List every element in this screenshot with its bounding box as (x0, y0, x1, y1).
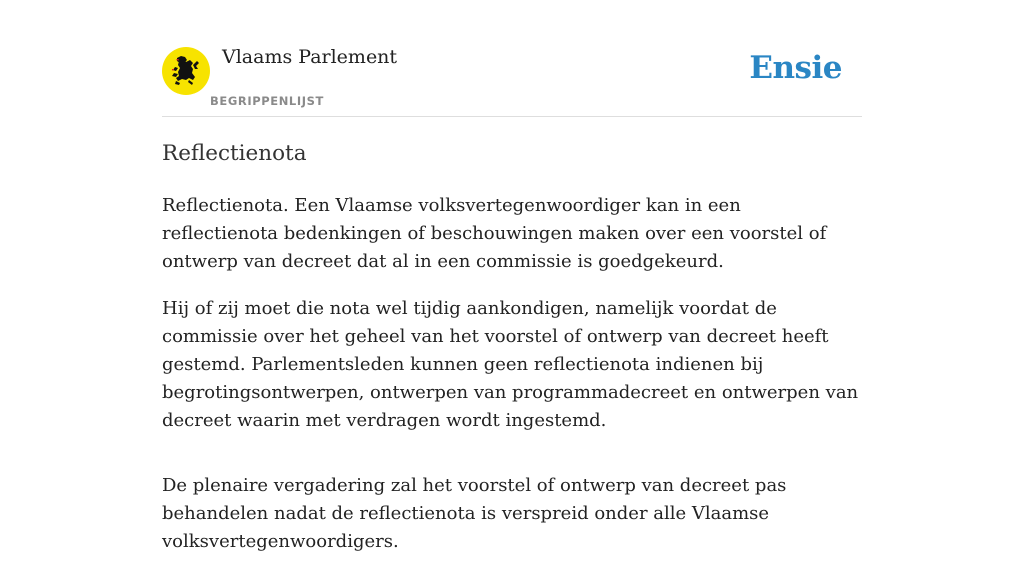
flemish-lion-icon[interactable] (162, 47, 210, 95)
paragraph: Hij of zij moet die nota wel tijdig aankondigen, namelijk voordat de commissie over het geheel van het voorstel of ontwerp van decreet heeft gestemd. Parlementsleden kunnen geen reflectienota indienen bij begrotingsontwerpen, ontwerpen van programmadecreet en ontwerpen van decreet waarin met verdragen wordt ingestemd. (162, 298, 859, 431)
spacer (162, 454, 862, 472)
section-label[interactable]: BEGRIPPENLIJST (210, 94, 324, 108)
lion-emblem (162, 47, 210, 95)
paragraph: Reflectienota. Een Vlaamse volksvertegenwoordiger kan in een reflectienota bedenkingen of beschouwingen maken over een voorstel of ontwerp van decreet dat al in een commissie is goedgekeurd. (162, 195, 827, 272)
term-title: Reflectienota (162, 141, 307, 166)
paragraph: De plenaire vergadering zal het voorstel of ontwerp van decreet pas behandelen nadat de reflectienota is verspreid onder alle Vlaamse volksvertegenwoordigers. (162, 475, 787, 552)
article (162, 138, 862, 575)
header (162, 0, 862, 117)
org-name[interactable]: Vlaams Parlement (222, 46, 398, 68)
brand-logo[interactable]: Ensie (749, 50, 842, 86)
